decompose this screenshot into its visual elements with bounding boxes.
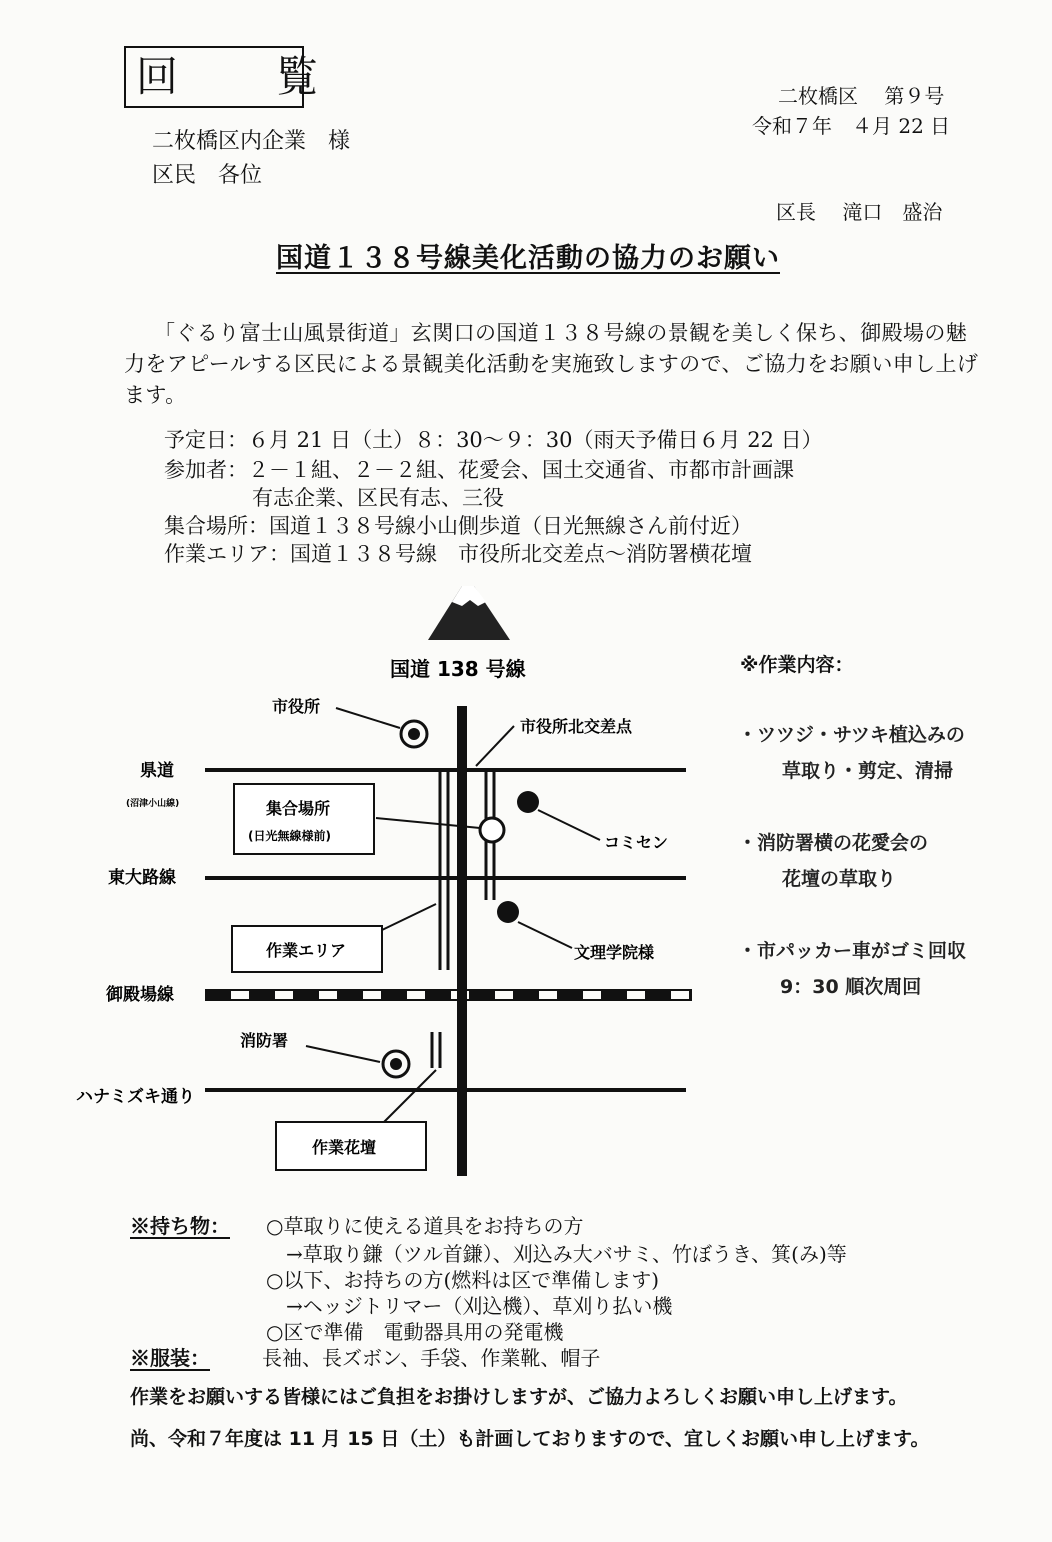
document-date: 令和７年 ４月 22 日 bbox=[752, 114, 951, 138]
belongings-line2: →草取り鎌（ツル首鎌）、刈込み大バサミ、竹ぼうき、箕(み)等 bbox=[286, 1242, 847, 1266]
document-number: 二枚橋区 第９号 bbox=[778, 84, 945, 108]
route-map bbox=[0, 570, 720, 1180]
clothing-value: 長袖、長ズボン、手袋、作業靴、帽子 bbox=[262, 1346, 601, 1370]
mount-fuji-icon bbox=[428, 586, 510, 640]
work-content-heading: ※作業内容： bbox=[740, 654, 854, 676]
route-138-road bbox=[457, 706, 467, 1176]
city-hall-marker bbox=[401, 721, 427, 747]
page-title: 国道１３８号線美化活動の協力のお願い bbox=[276, 243, 780, 274]
participants-line1: ２－１組、２－２組、花愛会、国土交通省、市都市計画課 bbox=[248, 458, 794, 482]
fire-station-label: 消防署 bbox=[240, 1031, 289, 1050]
intro-paragraph bbox=[124, 318, 984, 411]
work-item2-line2: 花壇の草取り bbox=[782, 868, 897, 890]
belongings-line4: →ヘッジトリマー（刈込機）、草刈り払い機 bbox=[286, 1294, 673, 1318]
schedule-date bbox=[164, 424, 823, 454]
schedule-work-area bbox=[164, 538, 752, 568]
komisen-pointer bbox=[538, 810, 600, 840]
addressee-residents: 区民 各位 bbox=[152, 163, 263, 188]
schedule-participants bbox=[164, 454, 794, 484]
sender-name: 区長 滝口 盛治 bbox=[776, 200, 943, 224]
participants-line2: 有志企業、区民有志、三役 bbox=[252, 486, 504, 510]
addressee-companies: 二枚橋区内企業 様 bbox=[152, 129, 351, 154]
work-area-label: 作業エリア bbox=[266, 941, 347, 960]
belongings-label: ※持ち物： bbox=[130, 1214, 230, 1238]
komisen-label: コミセン bbox=[604, 833, 669, 852]
work-area-pointer bbox=[382, 904, 436, 930]
intersection-label: 市役所北交差点 bbox=[520, 717, 633, 736]
kairan-stamp-box bbox=[124, 46, 347, 108]
kendo-label: 県道 bbox=[140, 761, 174, 781]
hanamizuki-label: ハナミズキ通り bbox=[76, 1087, 195, 1107]
work-item3-line1: ・市パッカー車がゴミ回収 bbox=[738, 940, 967, 962]
flowerbed-label: 作業花壇 bbox=[312, 1138, 377, 1157]
meeting-place-box bbox=[234, 784, 374, 854]
schedule-meeting-place bbox=[164, 510, 752, 540]
todaiji-label: 東大路線 bbox=[108, 868, 176, 888]
intersection-pointer bbox=[476, 726, 514, 766]
schedule-date-value: ６月 21 日（土）８：30～９：30（雨天予備日６月 22 日） bbox=[248, 428, 823, 452]
meeting-point-marker bbox=[480, 818, 504, 842]
work-item2-line1: ・消防署横の花愛会の bbox=[738, 832, 929, 854]
intro-text: 「ぐるり富士山風景街道」玄関口の国道１３８号線の景観を美しく保ち、御殿場の魅力をアピールする区民による景観美化活動を実施致しますので、ご協力をお願い申し上げます。 bbox=[124, 321, 979, 407]
kendo-sub-label: (沼津小山線) bbox=[126, 799, 180, 809]
fire-station-marker bbox=[383, 1051, 409, 1077]
kairan-label: 回 覧 bbox=[136, 52, 347, 101]
meeting-box-sub: (日光無線様前) bbox=[248, 829, 331, 843]
gotemba-railway bbox=[205, 990, 692, 1000]
work-item1-line2: 草取り・剪定、清掃 bbox=[782, 760, 954, 782]
area-label: 作業エリア： bbox=[164, 542, 290, 566]
belongings-line5: ○区で準備 電動器具用の発電機 bbox=[266, 1320, 564, 1344]
footer-next-event: 尚、令和７年度は 11 月 15 日（土）も計画しておりますので、宜しくお願い申し上げます。 bbox=[130, 1428, 930, 1450]
belongings-line3: ○以下、お持ちの方(燃料は区で準備します) bbox=[266, 1268, 660, 1292]
bunri-pointer bbox=[518, 922, 572, 948]
schedule-date-label: 予定日： bbox=[164, 428, 248, 452]
map-route-title: 国道 138 号線 bbox=[390, 657, 526, 681]
participants-label: 参加者： bbox=[164, 458, 248, 482]
gotemba-label: 御殿場線 bbox=[106, 985, 174, 1005]
belongings-line1: ○草取りに使える道具をお持ちの方 bbox=[266, 1214, 584, 1238]
fire-station-pointer bbox=[306, 1046, 380, 1062]
city-hall-label: 市役所 bbox=[272, 697, 321, 716]
area-value: 国道１３８号線 市役所北交差点～消防署横花壇 bbox=[290, 542, 752, 566]
meeting-value: 国道１３８号線小山側歩道（日光無線さん前付近） bbox=[269, 514, 752, 538]
clothing-label: ※服装： bbox=[130, 1346, 210, 1370]
bunri-marker bbox=[497, 901, 519, 923]
bunri-label: 文理学院様 bbox=[574, 943, 655, 962]
work-item3-line2: 9：30 順次周回 bbox=[780, 976, 922, 998]
meeting-box-title: 集合場所 bbox=[266, 799, 331, 818]
city-hall-pointer bbox=[336, 708, 400, 728]
work-item1-line1: ・ツツジ・サツキ植込みの bbox=[738, 724, 965, 746]
komisen-marker bbox=[517, 791, 539, 813]
meeting-label: 集合場所： bbox=[164, 514, 269, 538]
footer-thanks: 作業をお願いする皆様にはご負担をお掛けしますが、ご協力よろしくお願い申し上げます。 bbox=[130, 1386, 908, 1408]
